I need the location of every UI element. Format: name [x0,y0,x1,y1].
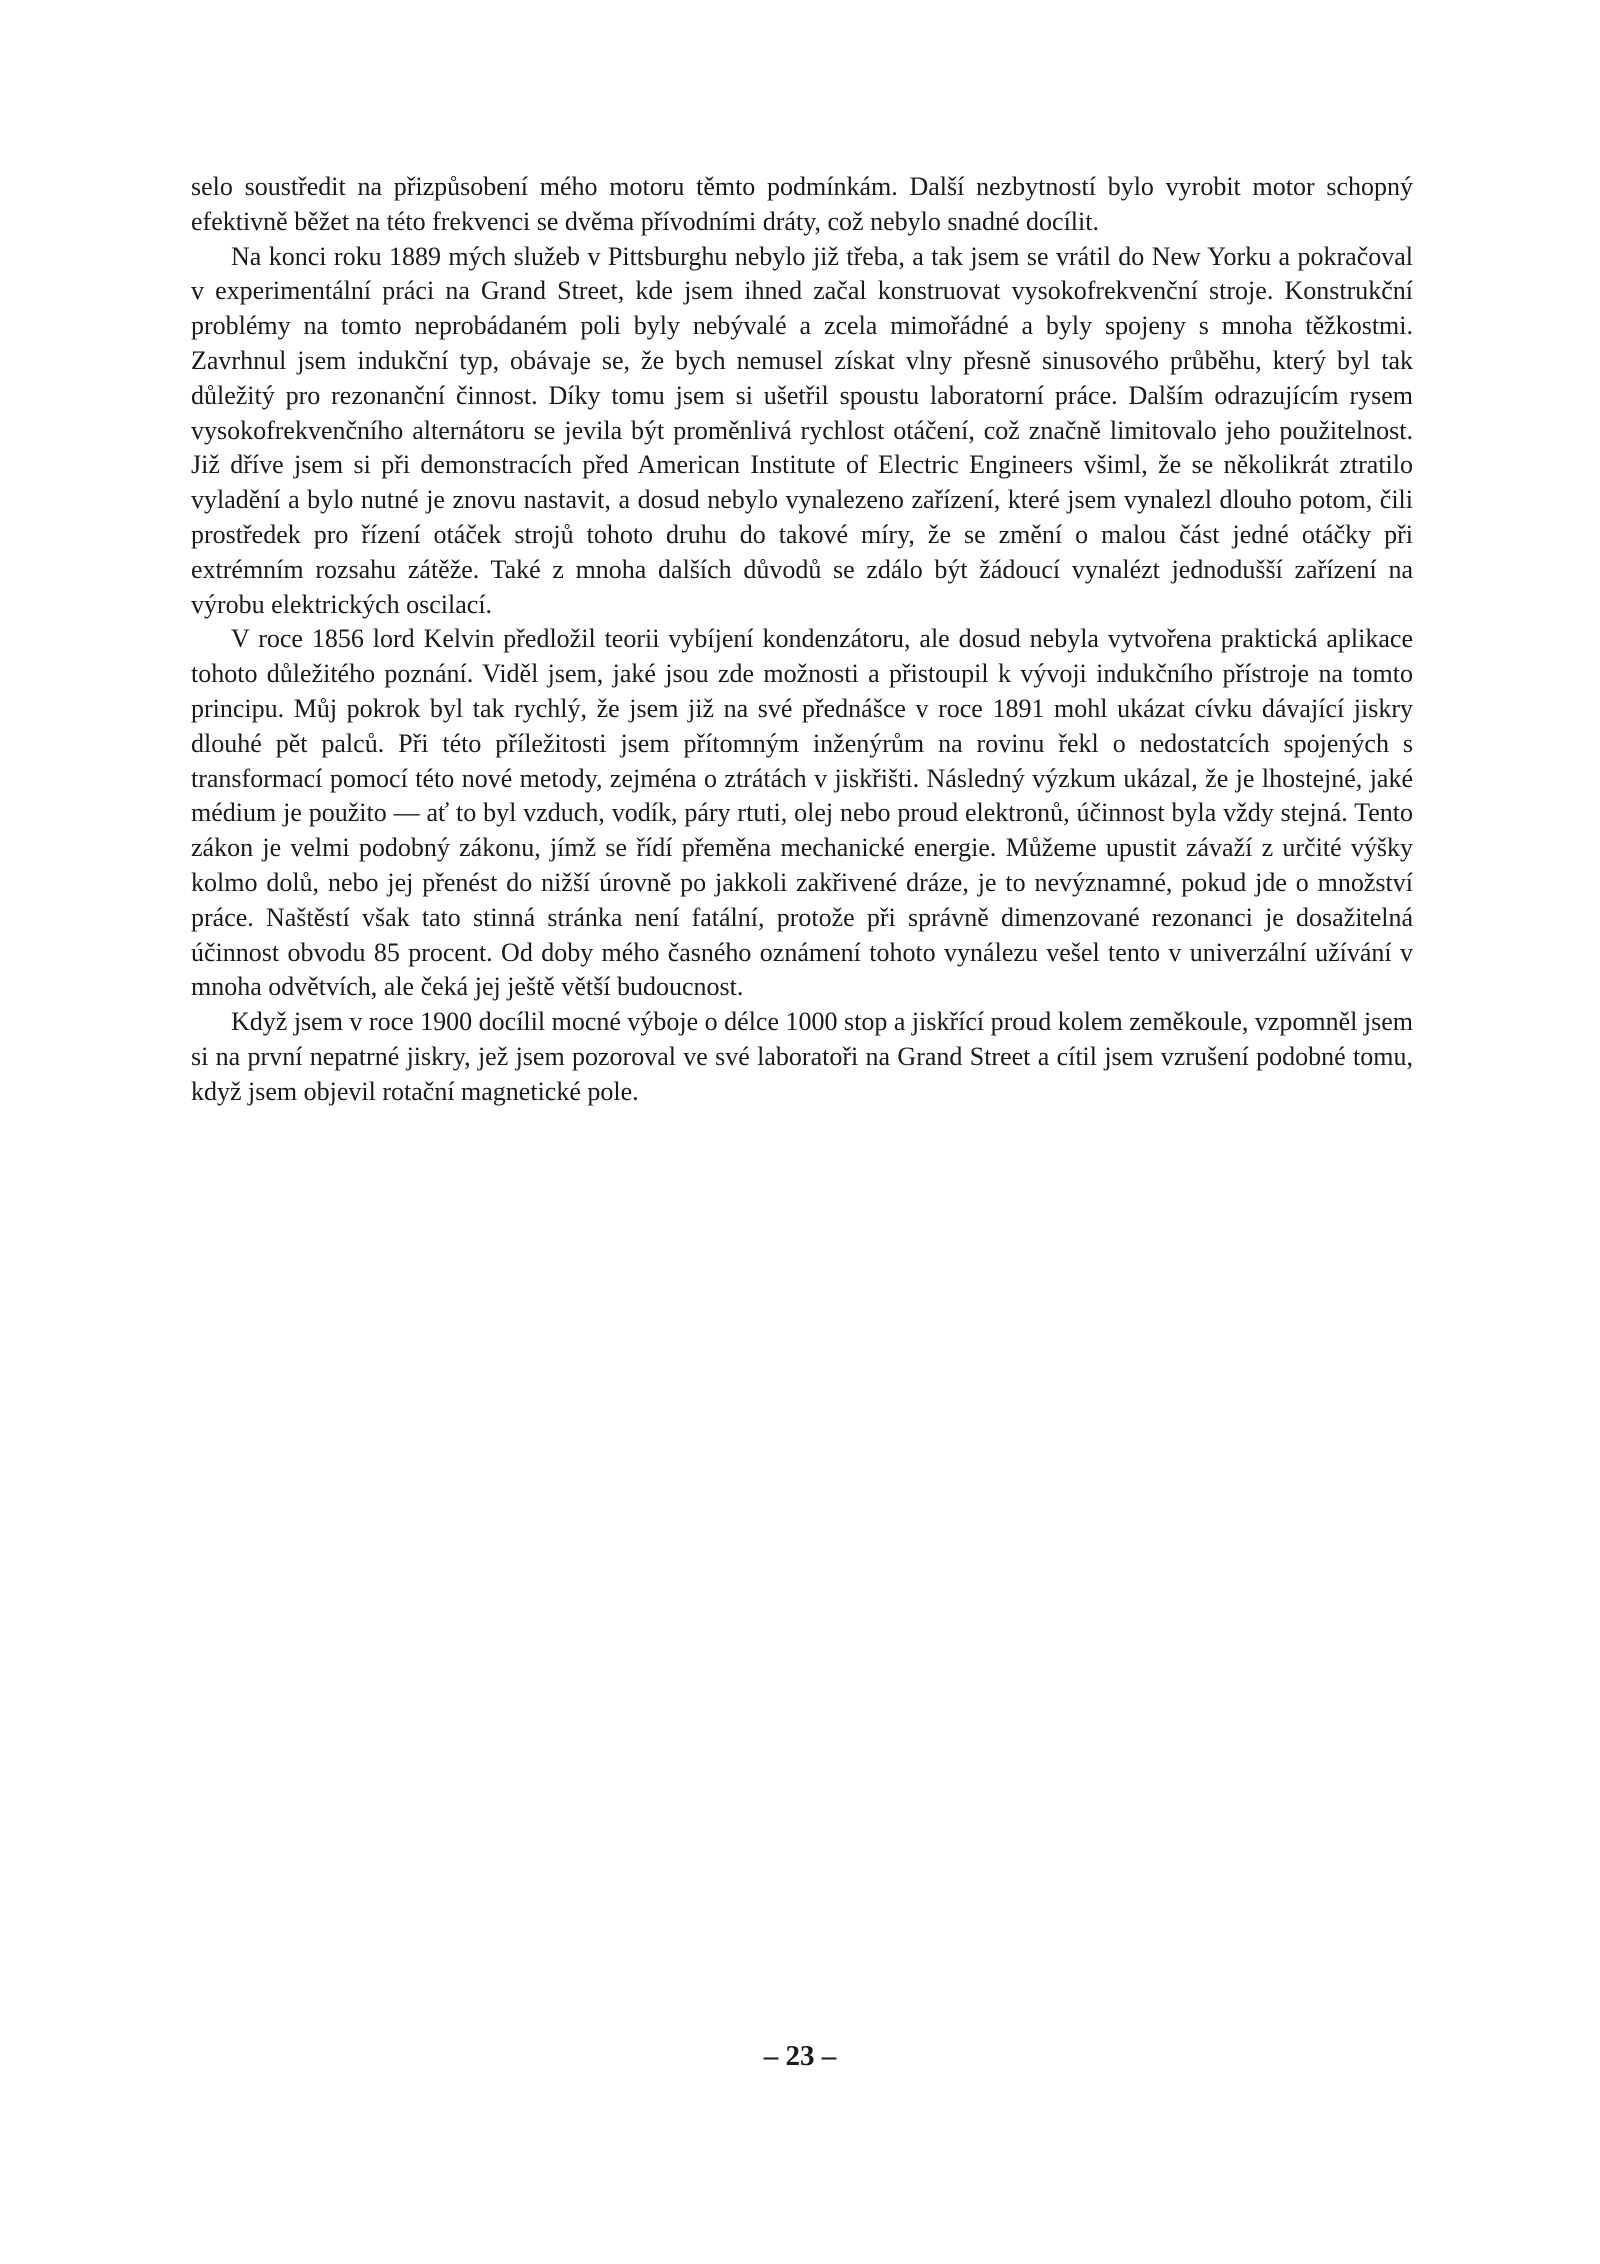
paragraph-1: selo soustředit na přizpůsobení mého motoru těmto podmínkám. Další nezbytností bylo vyrobit motor schopný efektivně běžet na této frekvenci se dvěma přívodními dráty, což nebylo snadné docílit. [191,172,1413,236]
page-body [191,170,1413,1110]
paragraph-3: V roce 1856 lord Kelvin předložil teorii vybíjení kondenzátoru, ale dosud nebyla vytvořena praktická aplikace tohoto důležitého poznání. Viděl jsem, jaké jsou zde možnosti a přistoupil k vývoji indukčního přístroje na tomto principu. Můj pokrok byl tak rychlý, že jsem již na své přednášce v roce 1891 mohl ukázat cívku dávající jiskry dlouhé pět palců. Při této příležitosti jsem přítomným inženýrům na rovinu řekl o nedostatcích spojených s transformací pomocí této nové metody, zejména o ztrátách v jiskřišti. Následný výzkum ukázal, že je lhostejné, jaké médium je použito — ať to byl vzduch, vodík, páry rtuti, olej nebo proud elektronů, účinnost byla vždy stejná. Tento zákon je velmi podobný zákonu, jímž se řídí přeměna mechanické energie. Můžeme upustit závaží z určité výšky kolmo dolů, nebo jej přenést do nižší úrovně po jakkoli zakřivené dráze, je to nevýznamné, pokud jde o množství práce. Naštěstí však tato stinná stránka není fatální, protože při správně dimenzované rezonanci je dosažitelná účinnost obvodu 85 procent. Od doby mého časného oznámení tohoto vynálezu vešel tento v univerzální užívání v mnoha odvětvích, ale čeká jej ještě větší budoucnost. [191,624,1413,1002]
body-text [191,170,1413,1110]
paragraph-2: Na konci roku 1889 mých služeb v Pittsburghu nebylo již třeba, a tak jsem se vrátil do New Yorku a pokračoval v experimentální práci na Grand Street, kde jsem ihned začal konstruovat vysokofrekvenční stroje. Konstrukční problémy na tomto neprobádaném poli byly nebývalé a zcela mimořádné a byly spojeny s mnoha těžkostmi. Zavrhnul jsem indukční typ, obávaje se, že bych nemusel získat vlny přesně sinusového průběhu, který byl tak důležitý pro rezonanční činnost. Díky tomu jsem si ušetřil spoustu laboratorní práce. Dalším odrazujícím rysem vysokofrekvenčního alternátoru se jevila být proměnlivá rychlost otáčení, což značně limitovalo jeho použitelnost. Již dříve jsem si při demonstracích před American Institute of Electric Engineers všiml, že se několikrát ztratilo vyladění a bylo nutné je znovu nastavit, a dosud nebylo vynalezeno zařízení, které jsem vynalezl dlouho potom, čili prostředek pro řízení otáček strojů tohoto druhu do takové míry, že se změní o malou část jedné otáčky při extrémním rozsahu zátěže. Také z mnoha dalších důvodů se zdálo být žádoucí vynalézt jednodušší zařízení na výrobu elektrických oscilací. [191,241,1413,619]
page-number: – 23 – [763,2040,837,2072]
paragraph-4: Když jsem v roce 1900 docílil mocné výboje o délce 1000 stop a jiskřící proud kolem zeměkoule, vzpomněl jsem si na první nepatrné jiskry, jež jsem pozoroval ve své laboratoři na Grand Street a cítil jsem vzrušení podobné tomu, když jsem objevil rotační magnetické pole. [191,1007,1413,1106]
